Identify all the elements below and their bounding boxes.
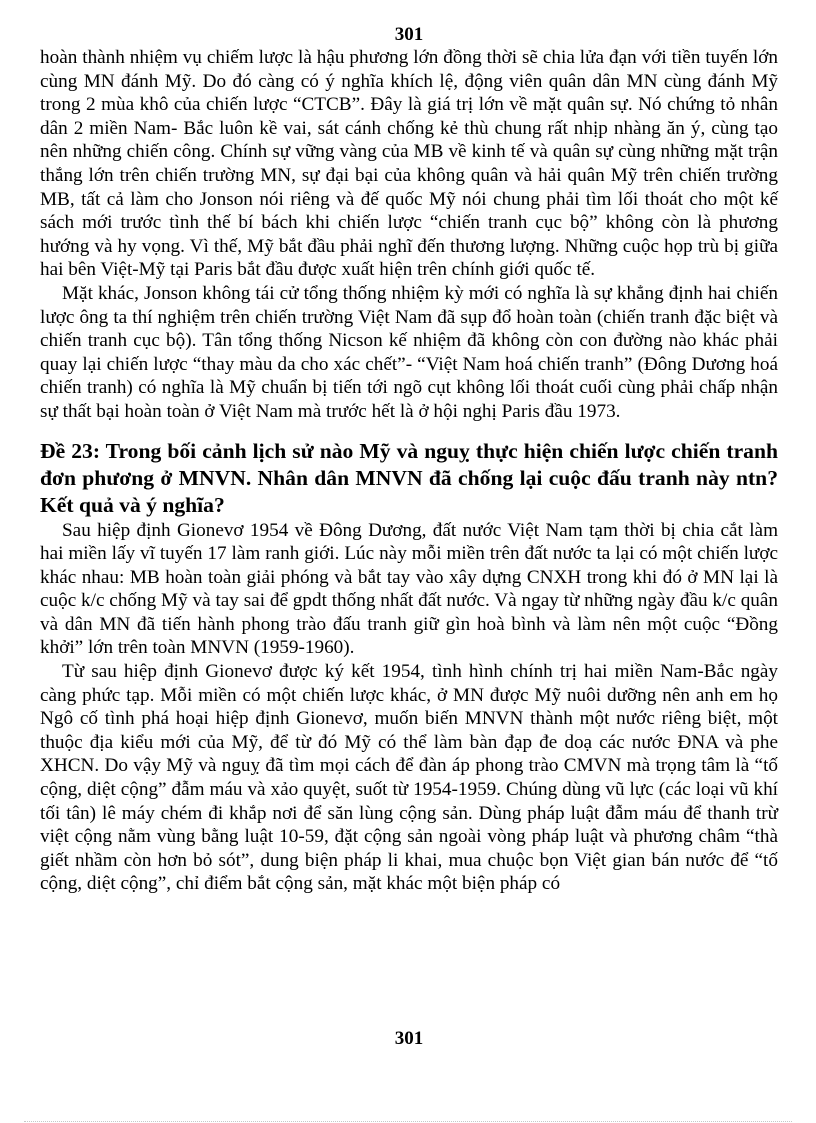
paragraph: Sau hiệp định Gionevơ 1954 về Đông Dương, đất nước Việt Nam tạm thời bị chia cắt làm hai miền lấy vĩ tuyến 17 làm ranh giới. Lúc này mỗi miền trên đất nước ta lại có một chiến lược khác nhau: MB hoàn toàn giải phóng và bắt tay vào xây dựng CNXH trong khi đó ở MN lại là cuộc k/c chống Mỹ và tay sai để gpdt thống nhất đất nước. Và ngay từ những ngày đầu k/c quân và dân MN đã tiến hành phong trào đấu tranh giữ gìn hoà bình và làm nên một cuộc “Đồng khởi” lớn trên toàn MNVN (1959-1960). <box>40 519 778 659</box>
page-number-top: 301 <box>394 24 424 45</box>
question-heading: Đề 23: Trong bối cảnh lịch sử nào Mỹ và nguỵ thực hiện chiến lược chiến tranh đơn phương ở MNVN. Nhân dân MNVN đã chống lại cuộc đấu tranh này ntn? Kết quả và ý nghĩa? <box>40 438 778 517</box>
page-number-bottom: 301 <box>394 1028 424 1049</box>
paragraph-continued: hoàn thành nhiệm vụ chiếm lược là hậu phương lớn đồng thời sẽ chia lửa đạn với tiền tuyến lớn cùng MN đánh Mỹ. Do đó càng có ý nghĩa khích lệ, động viên quân dân MN cùng đánh Mỹ trong 2 mùa khô của chiến lược “CTCB”. Đây là giá trị lớn về mặt quân sự. Nó chứng tỏ nhân dân 2 miền Nam- Bắc luôn kề vai, sát cánh chống kẻ thù chung rất nhịp nhàng ăn ý, cùng tạo nên những chiến công. Chính sự vững vàng của MB về kinh tế và quân sự cùng những mặt trận thắng lớn trên chiến trường MN, sự đại bại của không quân và hải quân Mỹ trên chiến trường MB, tất cả làm cho Jonson nói riêng và đế quốc Mỹ nói chung phải tìm lối thoát cho một kế sách mới trước tình thế bí bách khi chiến lược “chiến tranh cục bộ” không còn là phương hướng và hy vọng. Vì thế, Mỹ bắt đầu phải nghĩ đến thương lượng. Những cuộc họp trù bị giữa hai bên Việt-Mỹ tại Paris bắt đầu được xuất hiện trên chính giới quốc tế. <box>40 47 778 281</box>
paragraph: Mặt khác, Jonson không tái cử tổng thống nhiệm kỳ mới có nghĩa là sự khẳng định hai chiến lược ông ta thí nghiệm trên chiến trường Việt Nam đã sụp đổ hoàn toàn (chiến tranh đặc biệt và chiến tranh cục bộ). Tân tổng thống Nicson kế nhiệm đã không còn con đường nào khác phải quay lại chiến lược “thay màu da cho xác chết”- “Việt Nam hoá chiến tranh” (Đông Dương hoá chiến tranh) có nghĩa là Mỹ chuẩn bị tiến tới ngõ cụt không lối thoát cuối cùng phải chấp nhận sự thất bại hoàn toàn ở Việt Nam mà trước hết là ở hội nghị Paris đầu 1973. <box>40 282 778 422</box>
page-body <box>40 24 778 896</box>
page-edge-divider <box>24 1121 792 1122</box>
paragraph: Từ sau hiệp định Gionevơ được ký kết 1954, tình hình chính trị hai miền Nam-Bắc ngày càng phức tạp. Mỗi miền có một chiến lược khác, ở MN được Mỹ nuôi dưỡng nên anh em họ Ngô cố tình phá hoại hiệp định Gionevơ, muốn biến MNVN thành một nước riêng biệt, một thuộc địa kiểu mới của Mỹ, để từ đó Mỹ có thể làm bàn đạp đe doạ các nước ĐNA và phe XHCN. Do vậy Mỹ và nguỵ đã tìm mọi cách để đàn áp phong trào CMVN mà trọng tâm là “tố cộng, diệt cộng” đẫm máu và xảo quyệt, suốt từ 1954-1959. Chúng dùng vũ lực (các loại vũ khí tối tân) lê máy chém đi khắp nơi để săn lùng cộng sản. Dùng pháp luật đẫm máu để thanh trừ việt cộng nằm vùng bằng luật 10-59, đặt cộng sản ngoài vòng pháp luật và phương châm “thà giết nhầm còn hơn bỏ sót”, dung biện pháp li khai, mua chuộc bọn Việt gian bán nước để “tố cộng, diệt cộng”, chỉ điểm bắt cộng sản, mặt khác một biện pháp có <box>40 661 778 895</box>
